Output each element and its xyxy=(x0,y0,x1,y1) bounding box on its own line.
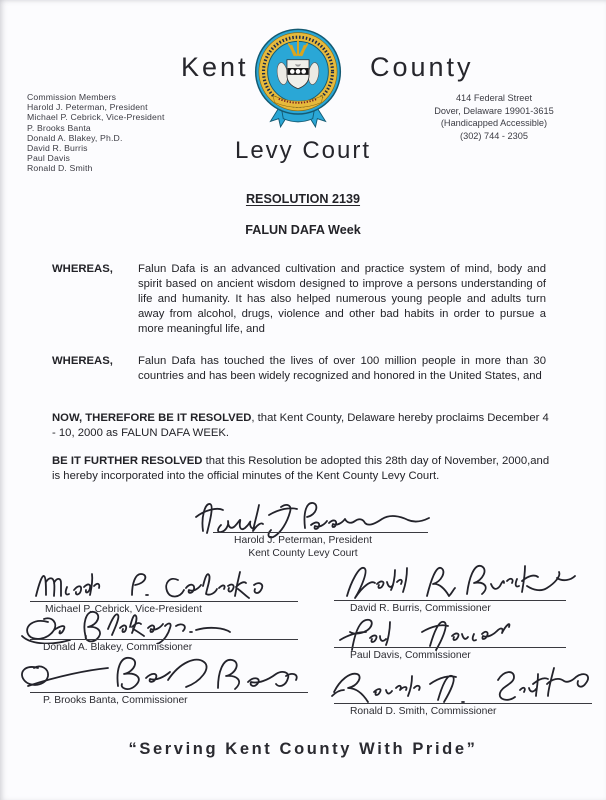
address-block xyxy=(398,92,590,142)
signer-name-label: Ronald D. Smith, Commissioner xyxy=(350,706,497,717)
whereas-text: Falun Dafa is an advanced cultivation and practice system of mind, body and spirit based on ancient wisdom designed to improve a persons understanding of life and humanity. It has also helped numerous young people and adults turn away from alcohol, drugs, violence and other bad habits in order to pursue a more meaningful life, and xyxy=(138,263,546,335)
signer-name-label: Michael P. Cebrick, Vice-President xyxy=(45,604,203,615)
commission-member: P. Brooks Banta xyxy=(27,122,91,133)
commission-member: Ronald D. Smith xyxy=(27,163,93,174)
president-org-label: Kent County Levy Court xyxy=(248,548,358,559)
commission-members-title: Commission Members xyxy=(27,92,117,102)
whereas-clause-1 xyxy=(52,262,546,337)
commission-member: Donald A. Blakey, Ph.D. xyxy=(27,132,123,143)
signature-davis xyxy=(336,610,546,652)
commission-member: David R. Burris xyxy=(27,143,88,154)
further-resolved-clause xyxy=(52,454,551,484)
signature-line xyxy=(30,639,298,640)
signature-line xyxy=(334,600,566,601)
address-line: (Handicapped Accessible) xyxy=(440,118,548,128)
president-name-label: Harold J. Peterman, President xyxy=(234,535,372,546)
resolved-clause-body: , that Kent County, Delaware hereby proclaims December 4 - 10, 2000 as FALUN DAFA WEEK. xyxy=(52,412,549,439)
signature-line xyxy=(334,647,566,648)
signer-name-label: P. Brooks Banta, Commissioner xyxy=(43,695,188,706)
whereas-label: WHEREAS, xyxy=(52,355,113,367)
address-line: Dover, Delaware 19901-3615 xyxy=(434,105,554,116)
address-line: 414 Federal Street xyxy=(455,93,533,103)
signature-burris xyxy=(333,556,578,602)
header-title-kent: Kent xyxy=(181,52,249,82)
header-title-county: County xyxy=(370,52,474,82)
signature-line xyxy=(30,692,308,693)
signer-name-label: Paul Davis, Commissioner xyxy=(350,650,471,661)
signer-name-label: Donald A. Blakey, Commissioner xyxy=(43,642,193,653)
signature-cebrick xyxy=(28,566,293,604)
whereas-text: Falun Dafa has touched the lives of over 100 million people in more than 30 countries and has been widely recognized and honored in the United States, and xyxy=(138,355,546,382)
address-line: (302) 744 - 2305 xyxy=(460,130,528,141)
signature-line xyxy=(213,532,428,533)
commission-member: Paul Davis xyxy=(27,153,71,164)
whereas-label: WHEREAS, xyxy=(52,263,113,275)
footer-motto: “Serving Kent County With Pride” xyxy=(128,740,478,758)
resolution-subject: FALUN DAFA Week xyxy=(245,223,361,237)
signature-banta xyxy=(18,646,318,694)
commission-member: Harold J. Peterman, President xyxy=(27,102,148,113)
whereas-clause-2 xyxy=(52,354,546,384)
further-resolved-lead: BE IT FURTHER RESOLVED xyxy=(52,455,203,467)
commission-member: Michael P. Cebrick, Vice-President xyxy=(27,112,165,123)
resolved-clause-lead: NOW, THEREFORE BE IT RESOLVED xyxy=(52,412,252,424)
signature-line xyxy=(334,703,592,704)
signature-blakey xyxy=(20,602,290,644)
resolved-clause xyxy=(52,411,549,441)
resolution-title-text: RESOLUTION 2139 xyxy=(245,192,361,206)
resolution-title xyxy=(0,192,606,206)
kent-county-seal-icon xyxy=(252,26,344,134)
signer-name-label: David R. Burris, Commissioner xyxy=(350,603,491,614)
department-title: Levy Court xyxy=(234,137,372,164)
signature-smith xyxy=(330,658,595,704)
further-resolved-body: that this Resolution be adopted this 28th day of November, 2000,and is hereby incorporated into the official minutes of the Kent County Levy Court. xyxy=(52,455,550,482)
